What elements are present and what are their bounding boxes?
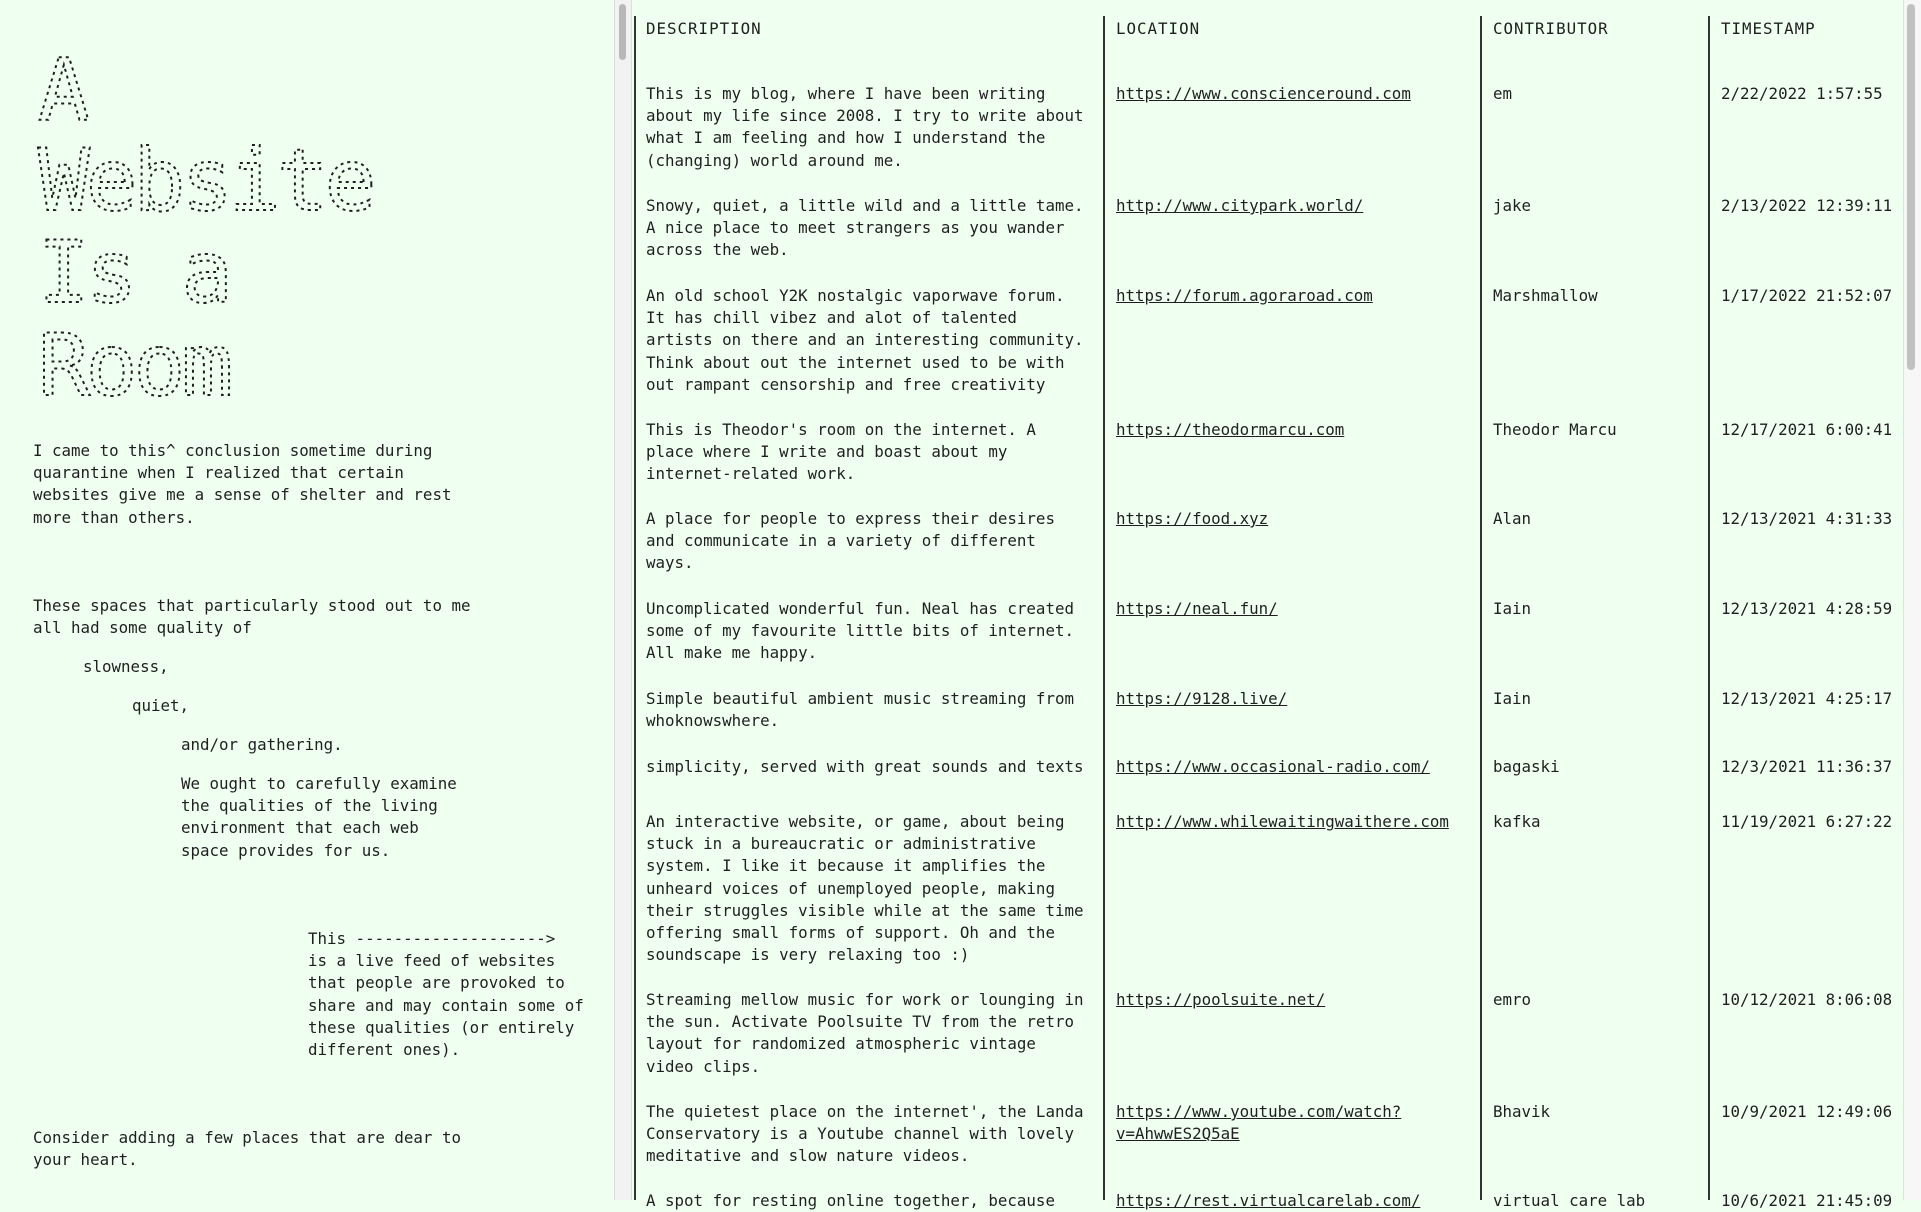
column-divider [1480,16,1482,1200]
row-location[interactable] [1116,598,1278,620]
header-contributor: CONTRIBUTOR [1493,19,1609,38]
column-divider [1708,16,1710,1200]
row-contributor: em [1493,84,1513,103]
row-description: A place for people to express their desires and communicate in a variety of different ways. [646,509,1055,573]
row-timestamp: 12/13/2021 4:31:33 [1721,509,1893,528]
row-contributor: Theodor Marcu [1493,420,1617,439]
location-link[interactable]: http://www.citypark.world/ [1116,196,1364,215]
location-link[interactable]: https://9128.live/ [1116,689,1288,708]
row-timestamp: 2/13/2022 12:39:11 [1721,196,1893,215]
location-link[interactable]: http://www.whilewaitingwaithere.com [1116,812,1449,831]
quality-gathering: and/or gathering. [181,735,343,754]
title-line: Website [38,131,373,231]
row-contributor: emro [1493,990,1532,1009]
row-location[interactable] [1116,1101,1401,1145]
website-feed-table [613,0,1903,1210]
intro-paragraph-5: Consider adding a few places that are dear to your heart. [33,1128,461,1170]
row-contributor: bagaski [1493,757,1560,776]
column-divider [634,16,636,1200]
row-location[interactable] [1116,285,1373,307]
row-timestamp: 10/12/2021 8:06:08 [1721,990,1893,1009]
row-description: Simple beautiful ambient music streaming from whoknowswhere. [646,689,1074,731]
header-description: DESCRIPTION [646,19,762,38]
row-timestamp: 12/17/2021 6:00:41 [1721,420,1893,439]
location-link[interactable]: https://neal.fun/ [1116,599,1278,618]
title-line: Is a [38,223,230,323]
row-contributor: jake [1493,196,1532,215]
row-location[interactable] [1116,756,1430,778]
row-description: An interactive website, or game, about being stuck in a bureaucratic or administrative system. I like it because it amplifies the unheard voices of unemployed people, making their struggles visible while at the same time offering small forms of support. Oh and the soundscape is very relaxing too :) [646,812,1084,965]
row-description: Streaming mellow music for work or lounging in the sun. Activate Poolsuite TV from the retro layout for randomized atmospheric vintage video clips. [646,990,1084,1076]
row-timestamp: 2/22/2022 1:57:55 [1721,84,1883,103]
intro-paragraph-1: I came to this^ conclusion sometime during quarantine when I realized that certain websites give me a sense of shelter and rest more than others. [33,441,452,527]
row-timestamp: 12/3/2021 11:36:37 [1721,757,1893,776]
row-description: Uncomplicated wonderful fun. Neal has created some of my favourite little bits of internet. All make me happy. [646,599,1074,663]
intro-paragraph-2: These spaces that particularly stood out to me all had some quality of [33,596,471,638]
row-contributor: Alan [1493,509,1532,528]
row-location[interactable] [1116,419,1344,441]
quality-slowness: slowness, [83,657,169,676]
row-description: A spot for resting online together, because [646,1191,1055,1210]
intro-panel [0,0,612,1200]
row-description: An old school Y2K nostalgic vaporwave forum. It has chill vibez and alot of talented artists on there and an interesting community. Think about out the internet used to be with out rampant censorship and free creativity [646,286,1084,394]
row-timestamp: 1/17/2022 21:52:07 [1721,286,1893,305]
column-divider [1103,16,1105,1200]
location-link[interactable]: https://www.occasional-radio.com/ [1116,757,1430,776]
row-description: This is my blog, where I have been writing about my life since 2008. I try to write about what I am feeling and how I understand the (changing) world around me. [646,84,1084,170]
row-timestamp: 10/9/2021 12:49:06 [1721,1102,1893,1121]
row-contributor: kafka [1493,812,1541,831]
row-location[interactable] [1116,1190,1420,1212]
quality-quiet: quiet, [132,696,190,715]
header-location: LOCATION [1116,19,1201,38]
site-title-art [30,40,410,416]
row-location[interactable] [1116,508,1268,530]
intro-paragraph-3: We ought to carefully examine the qualities of the living environment that each web space provides for us. [181,774,457,860]
page-scrollbar-thumb[interactable] [1907,4,1915,370]
title-line: Room [38,316,230,416]
row-location[interactable] [1116,811,1449,833]
location-link[interactable]: https://theodormarcu.com [1116,420,1345,439]
location-link[interactable]: https://forum.agoraroad.com [1116,286,1373,305]
title-line: A [38,41,86,141]
row-description: This is Theodor's room on the internet. A place where I write and boast about my internet-related work. [646,420,1036,484]
row-timestamp: 12/13/2021 4:28:59 [1721,599,1893,618]
location-link[interactable]: https://poolsuite.net/ [1116,990,1326,1009]
row-contributor: virtual care lab [1493,1191,1646,1210]
row-timestamp: 11/19/2021 6:27:22 [1721,812,1893,831]
location-link[interactable]: https://www.youtube.com/watch? v=AhwwES2Q5aE [1116,1102,1402,1144]
row-location[interactable] [1116,83,1411,105]
row-location[interactable] [1116,989,1325,1011]
row-description: simplicity, served with great sounds and texts [646,757,1084,776]
location-link[interactable]: https://food.xyz [1116,509,1269,528]
row-contributor: Iain [1493,599,1532,618]
row-contributor: Bhavik [1493,1102,1551,1121]
row-description: Snowy, quiet, a little wild and a little tame. A nice place to meet strangers as you wander across the web. [646,196,1084,260]
row-location[interactable] [1116,195,1363,217]
intro-paragraph-4: This --------------------> is a live feed of websites that people are provoked to share and may contain some of these qualities (or entirely different ones). [308,929,584,1060]
row-contributor: Iain [1493,689,1532,708]
row-location[interactable] [1116,688,1287,710]
location-link[interactable]: https://rest.virtualcarelab.com/ [1116,1191,1421,1210]
row-contributor: Marshmallow [1493,286,1598,305]
row-description: The quietest place on the internet', the Landa Conservatory is a Youtube channel with lovely meditative and slow nature videos. [646,1102,1084,1166]
row-timestamp: 12/13/2021 4:25:17 [1721,689,1893,708]
header-timestamp: TIMESTAMP [1721,19,1816,38]
location-link[interactable]: https://www.conscienceround.com [1116,84,1411,103]
row-timestamp: 10/6/2021 21:45:09 [1721,1191,1893,1210]
